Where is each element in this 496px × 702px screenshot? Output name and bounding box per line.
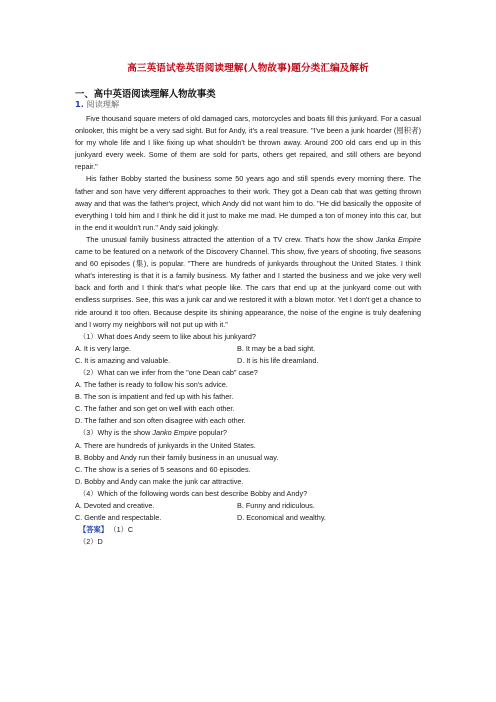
option: D. It is his life dreamland. bbox=[237, 355, 319, 365]
option: B. It may be a bad sight. bbox=[237, 343, 316, 353]
paragraph-1: Five thousand square meters of old damaged cars, motorcycles and boats fill this junkyard. For a casual onlooker, this might be a very sad sight. But for Andy, it's a real treasure. "I've been a junk hoarder (囤积者) for my whole life and I like fixing up what shouldn't be thrown away. Around 200 old cars end up in this junkyard every week. Some of them are sold for parts, others get repaired, and still others are beyond repair." bbox=[75, 114, 421, 172]
answer-2: （2）D bbox=[79, 537, 103, 547]
option: B. Funny and ridiculous. bbox=[237, 501, 315, 510]
question-2-stem: （2）What can we infer from the "one Dean cab" case? bbox=[79, 367, 258, 377]
option: A. It is very large. bbox=[75, 343, 132, 353]
option: C. Gentle and respectable. bbox=[75, 513, 162, 523]
option: B. Bobby and Andy run their family business in an unusual way. bbox=[75, 452, 279, 462]
answer-1: （1）C bbox=[113, 525, 134, 535]
option: C. The show is a series of 5 seasons and 60 episodes. bbox=[75, 464, 251, 474]
option: B. The son is impatient and fed up with his father. bbox=[75, 392, 234, 402]
question-4-options-row-1 bbox=[75, 500, 421, 512]
show-title: Janko Empire bbox=[152, 428, 197, 438]
paragraph-2: His father Bobby started the business some 50 years ago and still spends every morning there. The father and son have very different approaches to their work. They got a Dean cab that was getting thrown away and that was the father's project, which Andy did not want him to do. "He did basically the opposite of everything I told him and I think he did it just to make me mad. He dumped a ton of money into this car, but in the end it wouldn't run." Andy said jokingly. bbox=[75, 174, 421, 232]
answer-label: 【答案】 bbox=[79, 525, 109, 535]
option: D. Economical and wealthy. bbox=[237, 513, 326, 523]
passage-body bbox=[75, 113, 421, 548]
option: D. Bobby and Andy can make the junk car attractive. bbox=[75, 476, 244, 486]
question-number: 1. bbox=[75, 99, 84, 109]
question-4-stem: （4）Which of the following words can best describe Bobby and Andy? bbox=[79, 488, 308, 498]
option: C. The father and son get on well with each other. bbox=[75, 404, 235, 414]
option: A. The father is ready to follow his son's advice. bbox=[75, 380, 228, 390]
question-type: 阅读理解 bbox=[86, 99, 120, 109]
question-header bbox=[75, 99, 119, 110]
option: C. It is amazing and valuable. bbox=[75, 355, 171, 365]
option: A. There are hundreds of junkyards in the United States. bbox=[75, 440, 256, 450]
question-1-options-row-1 bbox=[75, 343, 421, 355]
option: D. The father and son often disagree with each other. bbox=[75, 416, 246, 426]
option: A. Devoted and creative. bbox=[75, 501, 155, 510]
paragraph-3: The unusual family business attracted the attention of a TV crew. That's how the show Janka Empire came to be featured on a network of the Discovery Channel. This show, five years of shooting, five seasons and 60 episodes (集), is popular. "There are hundreds of junkyards throughout the United States. I think what's interesting is that it is a family business. My father and I started the business and we joke very well back and forth and I think that's what people like. The cars that end up at the junkyard come out with endless surprises. See, this was a junk car and we restored it with a blown motor. Yet I don't get a chance to ride around it too often. Because despite its shining appearance, the noise of the engine is truly deafening and I worry my neighbors will not put up with it." bbox=[75, 234, 422, 329]
question-3-stem: （3）Why is the show Janko Empire popular? bbox=[79, 428, 227, 438]
question-1-stem: （1）What does Andy seem to like about his junkyard? bbox=[79, 331, 256, 341]
question-4-options-row-2 bbox=[75, 512, 421, 524]
show-title: Janka Empire bbox=[375, 234, 422, 244]
section-heading: 一、高中英语阅读理解人物故事类 bbox=[75, 89, 216, 100]
question-1-options-row-2 bbox=[75, 355, 421, 367]
document-title: 高三英语试卷英语阅读理解(人物故事)题分类汇编及解析 bbox=[127, 63, 369, 74]
answer-line bbox=[75, 524, 421, 536]
